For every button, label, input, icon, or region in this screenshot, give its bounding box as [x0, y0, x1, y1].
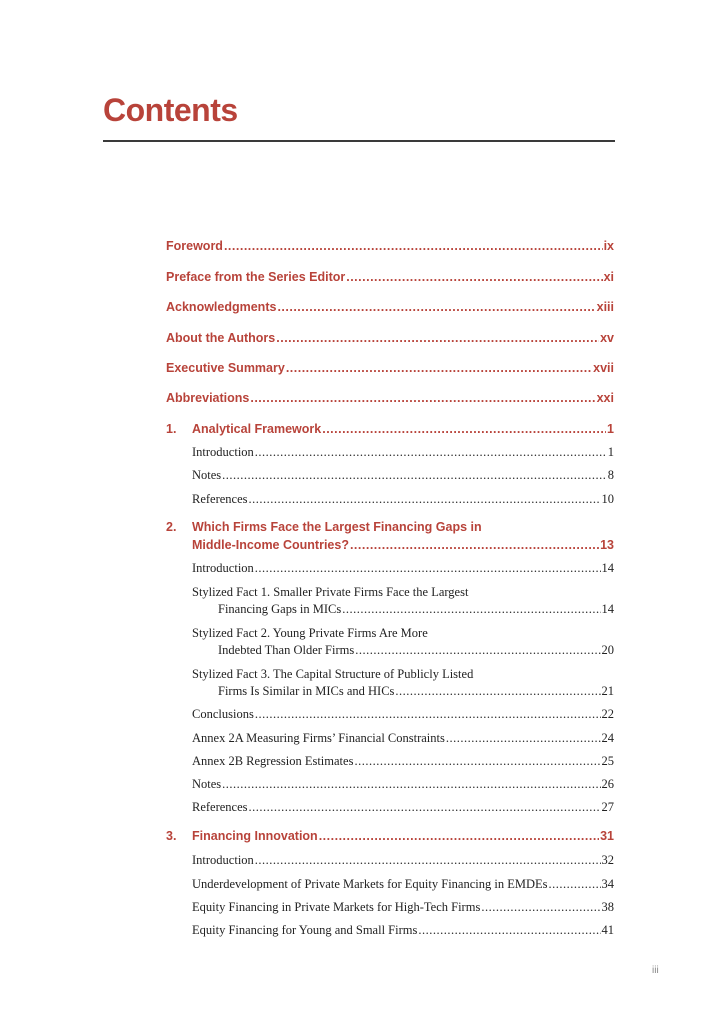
toc-entry-label: Annex 2B Regression Estimates	[192, 754, 354, 768]
toc-entry-section-line: Stylized Fact 3. The Capital Structure of Publicly Listed	[192, 667, 474, 681]
toc-entry-label: Acknowledgments	[166, 300, 277, 314]
toc-entry-page: 24	[601, 731, 614, 745]
page-title: Contents	[103, 92, 238, 128]
toc-entry-label: Financing Innovation	[192, 829, 318, 843]
toc-entry-page: xxi	[596, 391, 614, 405]
toc-entry-label: Indebted Than Older Firms	[218, 643, 355, 657]
toc-entry-preface[interactable]	[166, 270, 614, 284]
toc-entry-executive-summary[interactable]	[166, 361, 614, 375]
title-rule	[103, 140, 615, 142]
toc-entry-section[interactable]	[218, 684, 614, 699]
toc-entry-chapter-2[interactable]	[192, 538, 614, 552]
toc-entry-label: Abbreviations	[166, 391, 250, 405]
toc-entry-section[interactable]	[192, 853, 614, 868]
toc-entry-label: Equity Financing in Private Markets for High-Tech Firms	[192, 900, 481, 914]
toc-entry-section[interactable]	[192, 923, 614, 938]
toc-entry-label: Foreword	[166, 239, 223, 253]
toc-entry-page: 41	[601, 923, 614, 937]
toc-entry-section[interactable]	[192, 800, 614, 815]
toc-entry-page: 13	[600, 538, 614, 552]
toc-entry-foreword[interactable]	[166, 239, 614, 253]
toc-entry-section[interactable]	[192, 900, 614, 915]
toc-entry-label: Financing Gaps in MICs	[218, 602, 342, 616]
toc-entry-section[interactable]	[192, 707, 614, 722]
toc-entry-page: xi	[603, 270, 614, 284]
toc-entry-page: xv	[600, 331, 614, 345]
toc-entry-label: Preface from the Series Editor	[166, 270, 346, 284]
toc-entry-label: References	[192, 800, 248, 814]
toc-entry-section[interactable]	[192, 754, 614, 769]
toc-entry-page: 8	[607, 468, 614, 482]
toc-entry-section-line: Stylized Fact 2. Young Private Firms Are More	[192, 626, 428, 640]
toc-entry-label: Introduction	[192, 445, 254, 459]
toc-entry-section-line: Stylized Fact 1. Smaller Private Firms Face the Largest	[192, 585, 469, 599]
toc-entry-page: ix	[603, 239, 614, 253]
toc-entry-label: Analytical Framework	[192, 422, 322, 436]
toc-entry-page: xiii	[596, 300, 614, 314]
toc-entry-section[interactable]	[192, 445, 614, 460]
toc-entry-label: About the Authors	[166, 331, 276, 345]
toc-entry-section[interactable]	[192, 731, 614, 746]
toc-entry-page: xvii	[593, 361, 614, 375]
toc-entry-section[interactable]	[192, 877, 614, 892]
chapter-number: 3.	[166, 829, 177, 843]
page-number: iii	[652, 965, 659, 976]
toc-entry-section[interactable]	[192, 561, 614, 576]
toc-entry-page: 10	[601, 492, 614, 506]
chapter-number: 1.	[166, 422, 177, 436]
toc-entry-page: 32	[601, 853, 614, 867]
toc-entry-chapter-1[interactable]	[192, 422, 614, 436]
chapter-number: 2.	[166, 520, 177, 534]
toc-entry-page: 27	[601, 800, 614, 814]
toc-entry-page: 38	[601, 900, 614, 914]
toc-entry-page: 26	[601, 777, 614, 791]
toc-entry-label: Introduction	[192, 561, 254, 575]
toc-entry-page: 21	[601, 684, 614, 698]
toc-entry-section[interactable]	[218, 602, 614, 617]
toc-entry-page: 22	[601, 707, 614, 721]
toc-entry-section[interactable]	[192, 777, 614, 792]
toc-entry-page: 14	[601, 602, 614, 616]
toc-entry-label: Notes	[192, 468, 222, 482]
toc-entry-label: Underdevelopment of Private Markets for Equity Financing in EMDEs	[192, 877, 548, 891]
toc-entry-page: 1	[607, 422, 614, 436]
toc-entry-label: Conclusions	[192, 707, 254, 721]
toc-entry-page: 1	[607, 445, 614, 459]
toc-entry-page: 14	[601, 561, 614, 575]
toc-entry-page: 34	[601, 877, 614, 891]
chapter-title-line: Which Firms Face the Largest Financing Gaps in	[192, 520, 482, 534]
toc-entry-label: References	[192, 492, 248, 506]
toc-entry-label: Middle-Income Countries?	[192, 538, 349, 552]
toc-entry-label: Annex 2A Measuring Firms’ Financial Constraints	[192, 731, 445, 745]
toc-entry-page: 20	[601, 643, 614, 657]
toc-entry-section[interactable]	[192, 468, 614, 483]
toc-entry-label: Executive Summary	[166, 361, 285, 375]
toc-entry-page: 31	[600, 829, 614, 843]
toc-entry-acknowledgments[interactable]	[166, 300, 614, 314]
toc-entry-chapter-3[interactable]	[192, 829, 614, 843]
toc-entry-about-authors[interactable]	[166, 331, 614, 345]
toc-entry-page: 25	[601, 754, 614, 768]
toc-entry-section[interactable]	[192, 492, 614, 507]
toc-entry-section[interactable]	[218, 643, 614, 658]
toc-entry-label: Notes	[192, 777, 222, 791]
toc-entry-abbreviations[interactable]	[166, 391, 614, 405]
toc-entry-label: Equity Financing for Young and Small Firms	[192, 923, 418, 937]
toc-entry-label: Introduction	[192, 853, 254, 867]
toc-entry-label: Firms Is Similar in MICs and HICs	[218, 684, 395, 698]
